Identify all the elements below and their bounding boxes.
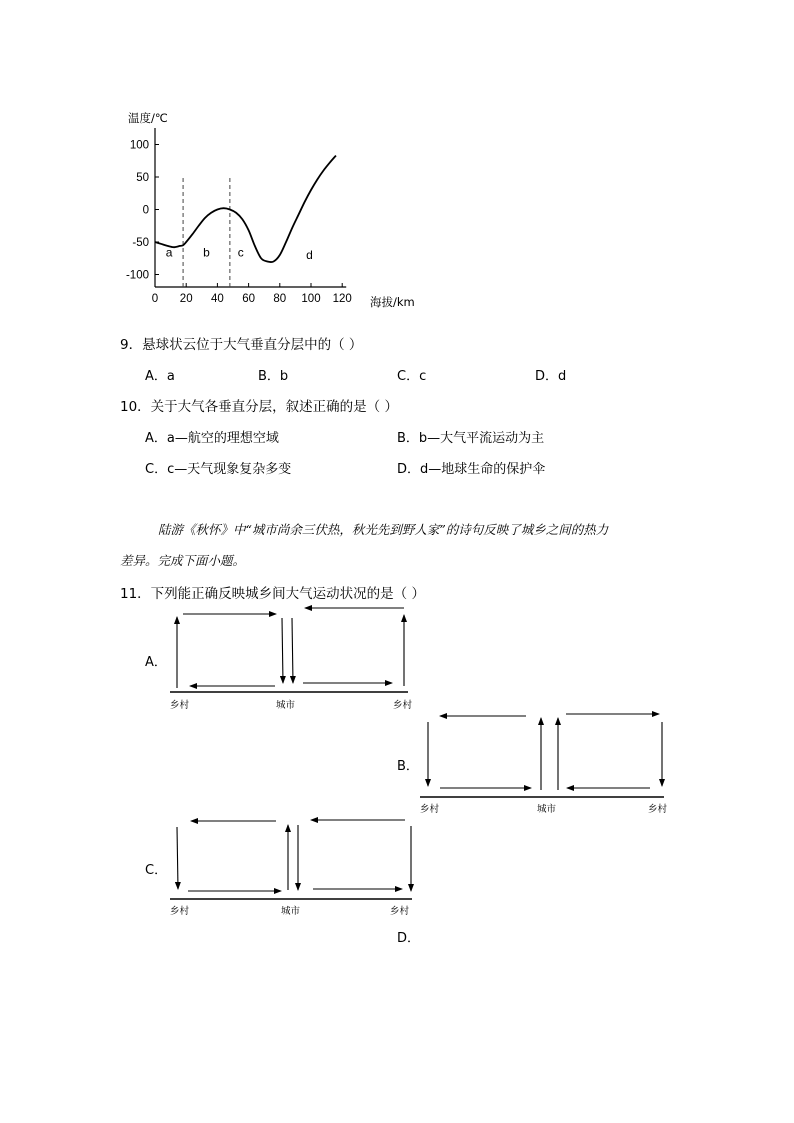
question-11-option-c: C．: [145, 863, 168, 878]
diagram-c-village-left: 乡村: [170, 906, 190, 917]
question-10-stem: 10．关于大气各垂直分层，叙述正确的是（ ）: [120, 399, 398, 415]
x-tick-label: 40: [211, 293, 224, 305]
question-11-stem: 11．下列能正确反映城乡间大气运动状况的是（ ）: [120, 586, 425, 602]
layer-label-c: c: [237, 245, 244, 260]
x-tick-label: 120: [332, 293, 352, 305]
question-11-option-d: D．: [397, 931, 421, 946]
diagram-c-city: 城市: [281, 906, 301, 917]
x-tick-label: 60: [242, 293, 255, 305]
layer-label-a: a: [165, 245, 173, 260]
diagram-b-village-right: 乡村: [648, 804, 668, 815]
question-9-option-b: B．b: [258, 369, 289, 384]
x-tick-label: 100: [301, 293, 321, 305]
diagram-b-village-left: 乡村: [420, 804, 440, 815]
y-tick-label: 0: [142, 204, 149, 217]
x-tick-label: 0: [151, 293, 159, 305]
question-9-stem: 9．悬球状云位于大气垂直分层中的（ ）: [120, 337, 363, 353]
diagram-a-village-left: 乡村: [170, 700, 190, 711]
question-11-option-b: B．: [397, 759, 419, 774]
passage-line-2: 差异。完成下面小题。: [120, 553, 246, 568]
chart-plot: [0, 0, 794, 340]
question-10-option-d: D．d—地球生命的保护伞: [397, 462, 546, 477]
temperature-curve: [155, 156, 336, 263]
question-9-option-a: A．a: [145, 369, 175, 384]
question-10-option-b: B．b—大气平流运动为主: [397, 431, 545, 446]
question-9-option-c: C．c: [397, 369, 427, 384]
question-10-option-a: A．a—航空的理想空域: [145, 431, 279, 446]
x-tick-label: 80: [273, 293, 287, 305]
y-tick-label: -50: [132, 237, 149, 249]
diagram-a-city: 城市: [276, 700, 296, 711]
diagram-a-village-right: 乡村: [393, 700, 413, 711]
y-tick-label: 100: [129, 139, 149, 152]
question-9-option-d: D．d: [535, 369, 567, 384]
x-tick-label: 20: [179, 293, 193, 305]
y-tick-label: -100: [125, 269, 149, 282]
layer-label-d: d: [306, 247, 313, 262]
x-axis-label: 海拔/km: [370, 295, 415, 309]
passage-line-1: 陆游《秋怀》中“城市尚余三伏热，秋光先到野人家”的诗句反映了城乡之间的热力: [158, 522, 609, 537]
question-10-option-c: C．c—天气现象复杂多变: [145, 462, 292, 477]
y-tick-label: 50: [136, 172, 149, 184]
y-axis-label: 温度/℃: [128, 111, 168, 125]
question-11-option-a: A．: [145, 655, 167, 670]
diagram-c-village-right: 乡村: [390, 906, 410, 917]
diagram-b-city: 城市: [537, 804, 557, 815]
layer-label-b: b: [203, 245, 210, 260]
